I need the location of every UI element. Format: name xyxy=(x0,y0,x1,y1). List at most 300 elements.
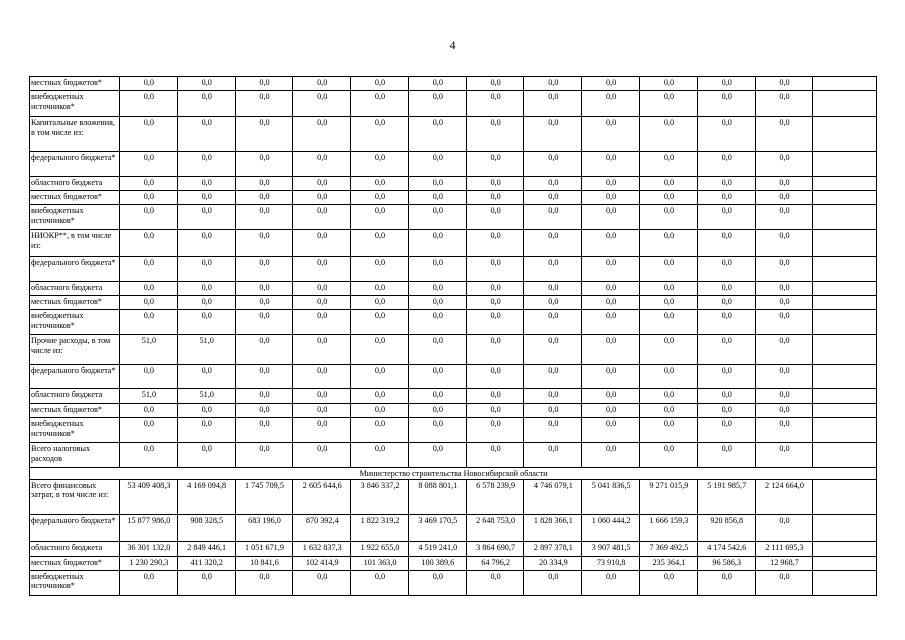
value-cell: 0,0 xyxy=(697,296,755,310)
table-row xyxy=(30,570,877,595)
value-cell: 0,0 xyxy=(408,443,466,468)
value-cell: 0,0 xyxy=(697,257,755,282)
value-cell: 0,0 xyxy=(293,117,351,152)
value-cell: 9 271 015,9 xyxy=(640,479,698,514)
value-cell: 0,0 xyxy=(524,443,582,468)
value-cell: 0,0 xyxy=(466,152,524,177)
value-cell: 1 828 366,1 xyxy=(524,514,582,541)
section-title: Министерство строительства Новосибирской области xyxy=(30,468,877,480)
value-cell: 73 910,8 xyxy=(582,556,640,570)
value-cell: 0,0 xyxy=(120,310,178,335)
value-cell: 0,0 xyxy=(466,282,524,296)
value-cell: 0,0 xyxy=(524,282,582,296)
value-cell: 1 051 671,9 xyxy=(235,541,293,556)
value-cell: 0,0 xyxy=(697,91,755,117)
value-cell: 2 849 446,1 xyxy=(177,541,235,556)
value-cell: 5 191 985,7 xyxy=(697,479,755,514)
value-cell: 0,0 xyxy=(351,365,409,389)
value-cell xyxy=(813,514,877,541)
value-cell: 0,0 xyxy=(293,443,351,468)
value-cell: 0,0 xyxy=(235,310,293,335)
value-cell: 0,0 xyxy=(697,418,755,443)
value-cell: 0,0 xyxy=(524,310,582,335)
value-cell: 0,0 xyxy=(582,77,640,91)
value-cell xyxy=(813,541,877,556)
table-row xyxy=(30,177,877,191)
value-cell: 0,0 xyxy=(177,152,235,177)
value-cell: 0,0 xyxy=(524,91,582,117)
value-cell: 0,0 xyxy=(755,365,813,389)
value-cell xyxy=(813,257,877,282)
value-cell: 0,0 xyxy=(235,230,293,257)
value-cell: 0,0 xyxy=(120,404,178,418)
value-cell: 2 605 644,6 xyxy=(293,479,351,514)
value-cell: 0,0 xyxy=(466,205,524,230)
value-cell: 3 907 481,5 xyxy=(582,541,640,556)
value-cell: 0,0 xyxy=(177,191,235,205)
value-cell xyxy=(813,230,877,257)
value-cell: 0,0 xyxy=(466,257,524,282)
value-cell: 2 897 378,1 xyxy=(524,541,582,556)
value-cell: 0,0 xyxy=(235,205,293,230)
value-cell: 0,0 xyxy=(582,365,640,389)
value-cell: 0,0 xyxy=(177,404,235,418)
value-cell: 0,0 xyxy=(582,177,640,191)
value-cell: 0,0 xyxy=(293,205,351,230)
table-row xyxy=(30,514,877,541)
value-cell: 0,0 xyxy=(351,418,409,443)
value-cell: 0,0 xyxy=(466,177,524,191)
value-cell xyxy=(813,117,877,152)
value-cell: 0,0 xyxy=(351,117,409,152)
value-cell: 0,0 xyxy=(466,117,524,152)
value-cell: 0,0 xyxy=(524,177,582,191)
value-cell: 0,0 xyxy=(235,296,293,310)
row-label: внебюджетных источников* xyxy=(30,205,120,230)
value-cell xyxy=(813,443,877,468)
value-cell: 0,0 xyxy=(351,570,409,595)
value-cell: 100 389,6 xyxy=(408,556,466,570)
value-cell: 102 414,9 xyxy=(293,556,351,570)
value-cell: 0,0 xyxy=(755,177,813,191)
value-cell: 0,0 xyxy=(351,310,409,335)
value-cell: 0,0 xyxy=(640,117,698,152)
value-cell xyxy=(813,556,877,570)
value-cell: 0,0 xyxy=(640,389,698,404)
value-cell: 0,0 xyxy=(755,404,813,418)
value-cell: 0,0 xyxy=(582,389,640,404)
value-cell: 1 666 159,3 xyxy=(640,514,698,541)
budget-table xyxy=(29,76,877,596)
value-cell: 0,0 xyxy=(235,117,293,152)
section-header-body xyxy=(30,468,877,480)
value-cell: 0,0 xyxy=(640,418,698,443)
value-cell: 0,0 xyxy=(351,152,409,177)
value-cell: 0,0 xyxy=(697,205,755,230)
value-cell: 0,0 xyxy=(640,296,698,310)
value-cell: 0,0 xyxy=(697,191,755,205)
row-label: Всего налоговых расходов xyxy=(30,443,120,468)
value-cell: 0,0 xyxy=(293,282,351,296)
value-cell: 0,0 xyxy=(293,335,351,365)
value-cell: 1 230 290,3 xyxy=(120,556,178,570)
value-cell: 0,0 xyxy=(466,570,524,595)
value-cell: 0,0 xyxy=(466,443,524,468)
value-cell: 0,0 xyxy=(235,365,293,389)
value-cell: 0,0 xyxy=(120,418,178,443)
value-cell: 0,0 xyxy=(466,77,524,91)
value-cell: 0,0 xyxy=(755,389,813,404)
value-cell: 2 111 695,3 xyxy=(755,541,813,556)
row-label: местных бюджетов* xyxy=(30,404,120,418)
value-cell: 0,0 xyxy=(120,570,178,595)
value-cell: 0,0 xyxy=(293,570,351,595)
value-cell: 0,0 xyxy=(582,205,640,230)
table-row xyxy=(30,310,877,335)
value-cell xyxy=(813,205,877,230)
row-label: НИОКР**, в том числе из: xyxy=(30,230,120,257)
value-cell: 0,0 xyxy=(524,404,582,418)
value-cell: 0,0 xyxy=(755,418,813,443)
value-cell: 0,0 xyxy=(351,335,409,365)
value-cell: 0,0 xyxy=(351,389,409,404)
value-cell: 8 088 801,1 xyxy=(408,479,466,514)
value-cell: 0,0 xyxy=(524,418,582,443)
value-cell: 0,0 xyxy=(755,335,813,365)
value-cell: 2 124 664,0 xyxy=(755,479,813,514)
value-cell: 10 841,6 xyxy=(235,556,293,570)
row-label: федерального бюджета* xyxy=(30,514,120,541)
value-cell: 0,0 xyxy=(697,77,755,91)
value-cell: 0,0 xyxy=(640,282,698,296)
table-row xyxy=(30,335,877,365)
value-cell: 0,0 xyxy=(120,257,178,282)
value-cell: 0,0 xyxy=(408,152,466,177)
value-cell: 64 796,2 xyxy=(466,556,524,570)
value-cell: 0,0 xyxy=(120,152,178,177)
value-cell: 0,0 xyxy=(293,152,351,177)
value-cell: 1 922 655,0 xyxy=(351,541,409,556)
value-cell xyxy=(813,335,877,365)
value-cell: 0,0 xyxy=(697,230,755,257)
row-label: областного бюджета xyxy=(30,282,120,296)
value-cell: 0,0 xyxy=(697,117,755,152)
value-cell: 0,0 xyxy=(466,365,524,389)
value-cell: 0,0 xyxy=(293,177,351,191)
value-cell: 0,0 xyxy=(235,443,293,468)
row-label: внебюджетных источников* xyxy=(30,570,120,595)
value-cell: 0,0 xyxy=(755,152,813,177)
value-cell: 0,0 xyxy=(697,335,755,365)
value-cell: 7 369 492,5 xyxy=(640,541,698,556)
value-cell: 0,0 xyxy=(640,365,698,389)
value-cell: 0,0 xyxy=(351,404,409,418)
value-cell: 0,0 xyxy=(293,404,351,418)
value-cell: 0,0 xyxy=(177,310,235,335)
value-cell: 0,0 xyxy=(177,443,235,468)
value-cell: 96 586,3 xyxy=(697,556,755,570)
table-row xyxy=(30,91,877,117)
value-cell: 15 877 986,0 xyxy=(120,514,178,541)
value-cell: 0,0 xyxy=(408,77,466,91)
value-cell: 0,0 xyxy=(755,117,813,152)
value-cell: 0,0 xyxy=(235,257,293,282)
value-cell: 0,0 xyxy=(235,570,293,595)
table-row xyxy=(30,541,877,556)
value-cell: 0,0 xyxy=(582,310,640,335)
value-cell: 0,0 xyxy=(408,404,466,418)
value-cell: 0,0 xyxy=(582,230,640,257)
page-number: 4 xyxy=(449,38,456,52)
table-body-before xyxy=(30,77,877,468)
value-cell: 0,0 xyxy=(697,152,755,177)
table-row xyxy=(30,556,877,570)
value-cell: 0,0 xyxy=(235,191,293,205)
value-cell: 0,0 xyxy=(351,230,409,257)
table-row xyxy=(30,282,877,296)
value-cell: 0,0 xyxy=(408,230,466,257)
table-row xyxy=(30,257,877,282)
value-cell: 0,0 xyxy=(582,335,640,365)
value-cell: 0,0 xyxy=(466,91,524,117)
value-cell: 0,0 xyxy=(293,230,351,257)
value-cell: 3 846 337,2 xyxy=(351,479,409,514)
value-cell: 0,0 xyxy=(351,205,409,230)
value-cell xyxy=(813,418,877,443)
value-cell: 0,0 xyxy=(755,191,813,205)
value-cell: 0,0 xyxy=(408,91,466,117)
value-cell xyxy=(813,479,877,514)
table-row xyxy=(30,365,877,389)
table-body-after xyxy=(30,479,877,595)
value-cell: 0,0 xyxy=(755,570,813,595)
value-cell: 411 320,2 xyxy=(177,556,235,570)
value-cell: 0,0 xyxy=(120,443,178,468)
row-label: областного бюджета xyxy=(30,177,120,191)
value-cell: 0,0 xyxy=(293,91,351,117)
value-cell: 0,0 xyxy=(177,177,235,191)
table-row xyxy=(30,404,877,418)
row-label: местных бюджетов* xyxy=(30,191,120,205)
value-cell: 0,0 xyxy=(408,418,466,443)
value-cell: 0,0 xyxy=(524,191,582,205)
value-cell: 51,0 xyxy=(177,389,235,404)
value-cell: 0,0 xyxy=(177,296,235,310)
value-cell: 12 968,7 xyxy=(755,556,813,570)
value-cell: 4 174 542,6 xyxy=(697,541,755,556)
value-cell: 0,0 xyxy=(235,418,293,443)
value-cell: 0,0 xyxy=(177,257,235,282)
value-cell: 3 864 690,7 xyxy=(466,541,524,556)
value-cell: 920 856,8 xyxy=(697,514,755,541)
value-cell: 0,0 xyxy=(293,257,351,282)
value-cell: 0,0 xyxy=(177,230,235,257)
value-cell xyxy=(813,152,877,177)
value-cell: 0,0 xyxy=(755,91,813,117)
value-cell: 0,0 xyxy=(582,91,640,117)
value-cell: 0,0 xyxy=(755,282,813,296)
value-cell: 0,0 xyxy=(640,310,698,335)
row-label: Капитальные вложения, в том числе из: xyxy=(30,117,120,152)
value-cell: 0,0 xyxy=(640,404,698,418)
value-cell: 0,0 xyxy=(466,230,524,257)
value-cell: 0,0 xyxy=(697,177,755,191)
value-cell: 0,0 xyxy=(524,257,582,282)
value-cell: 0,0 xyxy=(524,77,582,91)
value-cell: 0,0 xyxy=(293,77,351,91)
value-cell: 0,0 xyxy=(640,152,698,177)
value-cell: 0,0 xyxy=(582,191,640,205)
value-cell: 0,0 xyxy=(466,418,524,443)
value-cell: 5 041 836,5 xyxy=(582,479,640,514)
row-label: Прочие расходы, в том числе из: xyxy=(30,335,120,365)
value-cell: 0,0 xyxy=(177,91,235,117)
value-cell: 0,0 xyxy=(351,91,409,117)
value-cell: 0,0 xyxy=(466,404,524,418)
value-cell xyxy=(813,404,877,418)
value-cell: 235 364,1 xyxy=(640,556,698,570)
value-cell: 0,0 xyxy=(235,404,293,418)
table-row xyxy=(30,117,877,152)
value-cell: 0,0 xyxy=(408,177,466,191)
value-cell: 0,0 xyxy=(582,404,640,418)
value-cell: 0,0 xyxy=(524,152,582,177)
value-cell: 0,0 xyxy=(235,152,293,177)
value-cell: 0,0 xyxy=(640,91,698,117)
value-cell xyxy=(813,389,877,404)
value-cell: 0,0 xyxy=(524,389,582,404)
table-row xyxy=(30,443,877,468)
value-cell: 0,0 xyxy=(351,443,409,468)
value-cell: 0,0 xyxy=(524,230,582,257)
value-cell: 0,0 xyxy=(408,282,466,296)
value-cell: 0,0 xyxy=(524,335,582,365)
value-cell: 870 392,4 xyxy=(293,514,351,541)
value-cell: 908 328,5 xyxy=(177,514,235,541)
value-cell: 0,0 xyxy=(524,365,582,389)
value-cell: 51,0 xyxy=(120,335,178,365)
value-cell: 0,0 xyxy=(466,191,524,205)
value-cell: 0,0 xyxy=(582,418,640,443)
value-cell: 0,0 xyxy=(177,77,235,91)
value-cell: 0,0 xyxy=(235,282,293,296)
value-cell: 0,0 xyxy=(293,389,351,404)
section-header-row xyxy=(30,468,877,480)
value-cell: 0,0 xyxy=(120,296,178,310)
value-cell: 51,0 xyxy=(177,335,235,365)
value-cell: 0,0 xyxy=(640,257,698,282)
value-cell xyxy=(813,365,877,389)
value-cell: 0,0 xyxy=(582,152,640,177)
value-cell: 0,0 xyxy=(697,570,755,595)
row-label: областного бюджета xyxy=(30,389,120,404)
row-label: внебюджетных источников* xyxy=(30,310,120,335)
table-row xyxy=(30,205,877,230)
value-cell: 0,0 xyxy=(640,570,698,595)
value-cell: 0,0 xyxy=(351,191,409,205)
value-cell: 0,0 xyxy=(120,365,178,389)
value-cell: 0,0 xyxy=(177,205,235,230)
value-cell: 0,0 xyxy=(524,570,582,595)
value-cell: 2 648 753,0 xyxy=(466,514,524,541)
value-cell: 0,0 xyxy=(408,205,466,230)
value-cell: 0,0 xyxy=(293,365,351,389)
table-row xyxy=(30,152,877,177)
value-cell: 0,0 xyxy=(755,257,813,282)
value-cell: 1 632 837,3 xyxy=(293,541,351,556)
value-cell: 0,0 xyxy=(697,443,755,468)
value-cell xyxy=(813,570,877,595)
value-cell: 0,0 xyxy=(755,77,813,91)
value-cell: 1 060 444,2 xyxy=(582,514,640,541)
table-row xyxy=(30,479,877,514)
value-cell: 0,0 xyxy=(408,570,466,595)
value-cell: 683 196,0 xyxy=(235,514,293,541)
value-cell: 0,0 xyxy=(582,257,640,282)
value-cell: 0,0 xyxy=(524,296,582,310)
value-cell: 0,0 xyxy=(120,91,178,117)
value-cell: 0,0 xyxy=(351,282,409,296)
value-cell: 0,0 xyxy=(466,389,524,404)
value-cell: 0,0 xyxy=(524,205,582,230)
row-label: областного бюджета xyxy=(30,541,120,556)
value-cell: 0,0 xyxy=(640,335,698,365)
value-cell xyxy=(813,296,877,310)
value-cell: 0,0 xyxy=(408,365,466,389)
row-label: Всего финансовых затрат, в том числе из: xyxy=(30,479,120,514)
row-label: федерального бюджета* xyxy=(30,152,120,177)
value-cell: 0,0 xyxy=(293,310,351,335)
value-cell: 51,0 xyxy=(120,389,178,404)
row-label: федерального бюджета* xyxy=(30,257,120,282)
value-cell: 0,0 xyxy=(351,296,409,310)
table-row xyxy=(30,230,877,257)
value-cell: 0,0 xyxy=(466,296,524,310)
value-cell: 4 519 241,0 xyxy=(408,541,466,556)
value-cell xyxy=(813,77,877,91)
value-cell: 0,0 xyxy=(640,177,698,191)
value-cell: 0,0 xyxy=(120,191,178,205)
value-cell: 0,0 xyxy=(640,230,698,257)
value-cell: 1 822 319,2 xyxy=(351,514,409,541)
value-cell: 0,0 xyxy=(408,257,466,282)
value-cell xyxy=(813,282,877,296)
value-cell: 0,0 xyxy=(235,389,293,404)
value-cell: 0,0 xyxy=(755,230,813,257)
value-cell: 0,0 xyxy=(582,443,640,468)
value-cell: 0,0 xyxy=(755,310,813,335)
value-cell: 0,0 xyxy=(293,191,351,205)
value-cell: 0,0 xyxy=(640,77,698,91)
value-cell: 0,0 xyxy=(640,205,698,230)
value-cell: 4 169 094,8 xyxy=(177,479,235,514)
value-cell: 0,0 xyxy=(177,117,235,152)
value-cell: 0,0 xyxy=(235,335,293,365)
value-cell: 0,0 xyxy=(408,296,466,310)
value-cell: 0,0 xyxy=(755,205,813,230)
value-cell: 0,0 xyxy=(408,310,466,335)
value-cell: 0,0 xyxy=(697,310,755,335)
table-row xyxy=(30,389,877,404)
value-cell: 1 745 709,5 xyxy=(235,479,293,514)
value-cell: 0,0 xyxy=(582,117,640,152)
row-label: внебюджетных источников* xyxy=(30,418,120,443)
table-row xyxy=(30,191,877,205)
value-cell: 101 363,0 xyxy=(351,556,409,570)
value-cell xyxy=(813,177,877,191)
value-cell: 0,0 xyxy=(582,296,640,310)
value-cell: 0,0 xyxy=(293,296,351,310)
